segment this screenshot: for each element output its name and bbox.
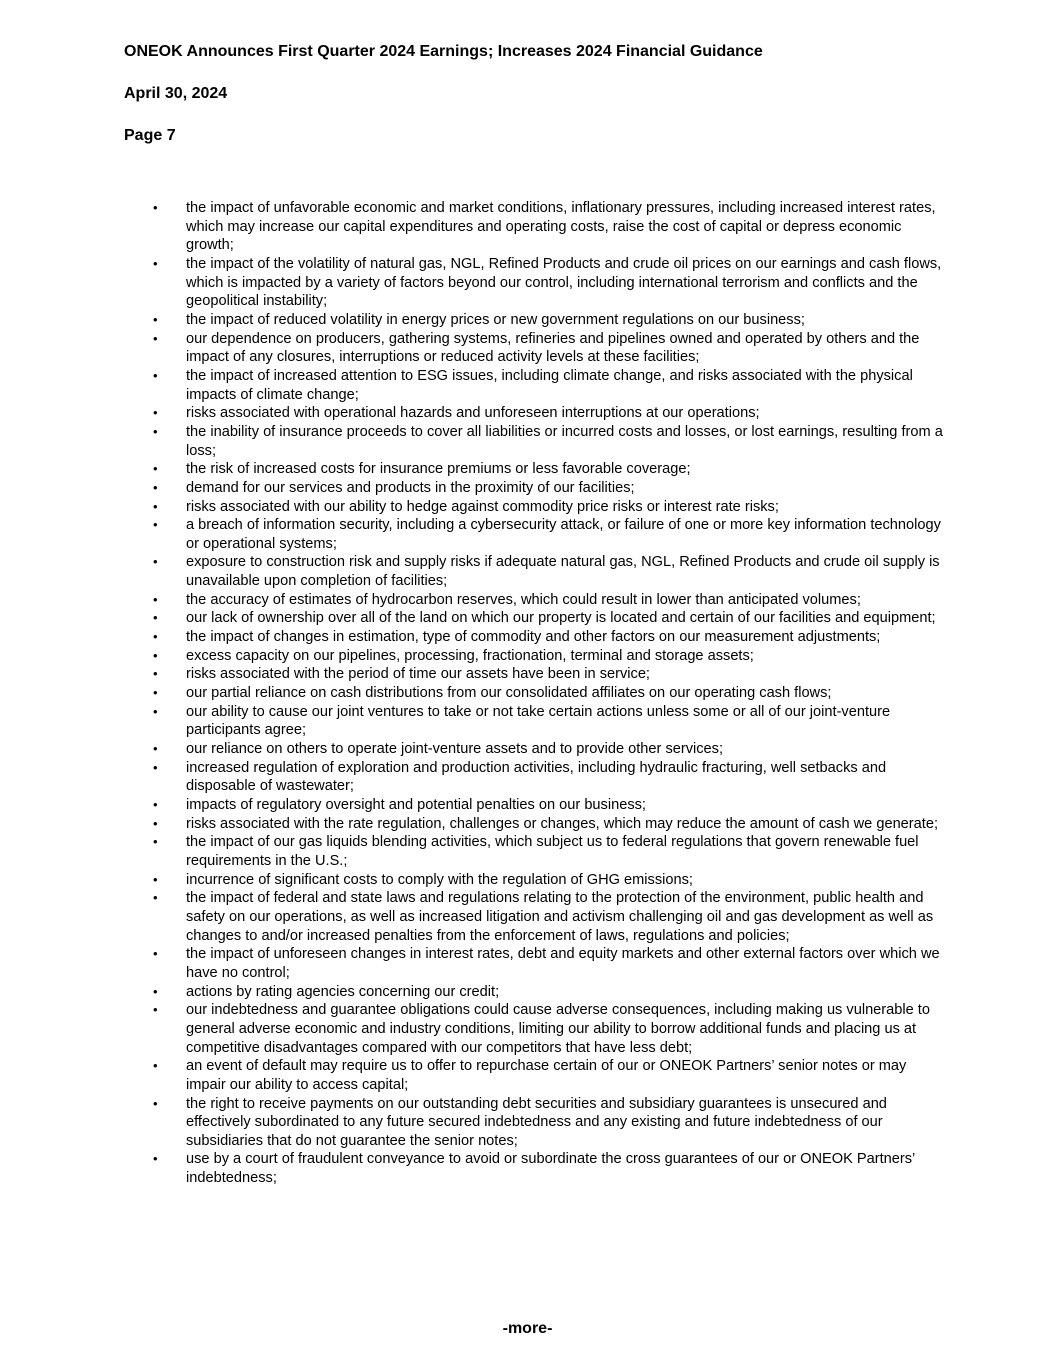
bullet-glyph: • <box>153 647 158 663</box>
bullet-glyph: • <box>153 255 158 271</box>
list-item <box>153 628 943 647</box>
list-item-text: our ability to cause our joint ventures to take or not take certain actions unless some or all of our joint-venture participants agree; <box>186 703 891 739</box>
list-item <box>153 1001 943 1057</box>
bullet-glyph: • <box>153 498 158 514</box>
bullet-glyph: • <box>153 1002 158 1018</box>
list-item <box>153 945 943 982</box>
list-item <box>153 330 943 367</box>
bullet-glyph: • <box>153 1058 158 1074</box>
bullet-glyph: • <box>153 405 158 421</box>
bullet-glyph: • <box>153 629 158 645</box>
list-item <box>153 404 943 423</box>
list-item <box>153 740 943 759</box>
list-item <box>153 647 943 666</box>
bullet-glyph: • <box>153 741 158 757</box>
bullet-glyph: • <box>153 703 158 719</box>
bullet-glyph: • <box>153 834 158 850</box>
list-item <box>153 553 943 590</box>
list-item-text: our reliance on others to operate joint-venture assets and to provide other services; <box>186 741 724 758</box>
list-item <box>153 983 943 1002</box>
list-item-text: impacts of regulatory oversight and potential penalties on our business; <box>186 797 646 813</box>
list-item-text: increased regulation of exploration and production activities, including hydraulic fracturing, well setbacks and disposable of wastewater; <box>186 759 887 795</box>
bullet-glyph: • <box>153 871 158 887</box>
list-item <box>153 199 943 255</box>
list-item <box>153 759 943 796</box>
bullet-glyph: • <box>153 461 158 477</box>
bullet-glyph: • <box>153 890 158 906</box>
list-item <box>153 871 943 890</box>
list-item-text: the impact of our gas liquids blending activities, which subject us to federal regulations that govern renewable fuel requirements in the U.S.; <box>186 834 919 869</box>
list-item-text: the impact of the volatility of natural gas, NGL, Refined Products and crude oil prices on our earnings and cash flows, which is impacted by a variety of factors beyond our control, including international terrorism and conflicts and the geopolitical instability; <box>186 255 942 310</box>
bullet-glyph: • <box>153 591 158 607</box>
bullet-glyph: • <box>153 367 158 383</box>
bullet-glyph: • <box>153 610 158 626</box>
list-item-text: actions by rating agencies concerning our credit; <box>186 983 500 1000</box>
list-item <box>153 684 943 703</box>
list-item-text: a breach of information security, including a cybersecurity attack, or failure of one or more key information technology or operational systems; <box>186 517 941 552</box>
list-item <box>153 498 943 517</box>
list-item <box>153 703 943 740</box>
bullet-glyph: • <box>153 200 158 215</box>
list-item <box>153 367 943 404</box>
list-item-text: our lack of ownership over all of the land on which our property is located and certain of our facilities and equipment; <box>186 610 936 627</box>
list-item <box>153 516 943 553</box>
list-item <box>153 591 943 610</box>
list-item <box>153 1095 943 1151</box>
list-item <box>153 665 943 684</box>
list-item-text: risks associated with our ability to hedge against commodity price risks or interest rate risks; <box>186 498 779 515</box>
list-item <box>153 423 943 460</box>
list-item <box>153 609 943 628</box>
bullet-glyph: • <box>153 423 158 439</box>
list-item-text: risks associated with the period of time our assets have been in service; <box>186 666 650 683</box>
list-item-text: demand for our services and products in the proximity of our facilities; <box>186 479 635 496</box>
bullet-glyph: • <box>153 311 158 327</box>
list-item <box>153 311 943 330</box>
list-item-text: the risk of increased costs for insurance premiums or less favorable coverage; <box>186 461 691 478</box>
bullet-glyph: • <box>153 1151 158 1167</box>
bullet-glyph: • <box>153 815 158 831</box>
bullet-glyph: • <box>153 1095 158 1111</box>
list-item-text: the impact of unforeseen changes in interest rates, debt and equity markets and other external factors over which we have no control; <box>186 946 940 981</box>
list-item <box>153 1150 943 1187</box>
bullet-glyph: • <box>153 554 158 570</box>
list-item-text: an event of default may require us to offer to repurchase certain of our or ONEOK Partners’ senior notes or may impair our ability to access capital; <box>186 1058 907 1093</box>
continuation-marker: -more- <box>502 1320 553 1337</box>
risk-factor-list <box>153 199 943 1188</box>
list-item-text: our partial reliance on cash distributions from our consolidated affiliates on our operating cash flows; <box>186 685 832 702</box>
list-item <box>153 833 943 870</box>
bullet-glyph: • <box>153 759 158 775</box>
list-item-text: the impact of federal and state laws and regulations relating to the protection of the environment, public health and safety on our operations, as well as increased litigation and activism challenging oil and gas development as well as changes to and/or increased penalties from the enforcement of laws, regulations and policies; <box>186 890 934 944</box>
bullet-glyph: • <box>153 685 158 701</box>
list-item-text: our indebtedness and guarantee obligations could cause adverse consequences, including making us vulnerable to general adverse economic and industry conditions, limiting our ability to borrow additional funds and placing us at competitive disadvantages compared with our competitors that have less debt; <box>186 1002 930 1056</box>
bullet-glyph: • <box>153 330 158 346</box>
list-item <box>153 889 943 945</box>
list-item-text: risks associated with operational hazards and unforeseen interruptions at our operations; <box>186 405 760 422</box>
page-number: Page 7 <box>124 127 176 144</box>
list-item <box>153 460 943 479</box>
list-item-text: incurrence of significant costs to comply with the regulation of GHG emissions; <box>186 871 693 888</box>
list-item <box>153 479 943 498</box>
list-item <box>153 255 943 311</box>
bullet-glyph: • <box>153 479 158 495</box>
list-item-text: the inability of insurance proceeds to cover all liabilities or incurred costs and losses, or lost earnings, resulting from a loss; <box>186 423 943 459</box>
list-item <box>153 1057 943 1094</box>
list-item-text: the right to receive payments on our outstanding debt securities and subsidiary guarantees is unsecured and effectively subordinated to any future secured indebtedness and any existing and future indebtedness of our subsidiaries that do not guarantee the senior notes; <box>186 1095 887 1149</box>
document-title: ONEOK Announces First Quarter 2024 Earnings; Increases 2024 Financial Guidance <box>124 43 763 60</box>
bullet-glyph: • <box>153 517 158 533</box>
list-item-text: the accuracy of estimates of hydrocarbon reserves, which could result in lower than anticipated volumes; <box>186 591 861 608</box>
bullet-glyph: • <box>153 946 158 962</box>
list-item-text: the impact of unfavorable economic and market conditions, inflationary pressures, including increased interest rates, which may increase our capital expenditures and operating costs, raise the cost of capital or depress economic growth; <box>186 200 936 254</box>
list-item-text: risks associated with the rate regulation, challenges or changes, which may reduce the amount of cash we generate; <box>186 815 938 832</box>
list-item <box>153 815 943 834</box>
bullet-glyph: • <box>153 666 158 682</box>
list-item-text: our dependence on producers, gathering systems, refineries and pipelines owned and operated by others and the impact of any closures, interruptions or reduced activity levels at these facilities; <box>186 330 920 366</box>
list-item-text: exposure to construction risk and supply risks if adequate natural gas, NGL, Refined Products and crude oil supply is unavailable upon completion of facilities; <box>186 554 940 590</box>
list-item-text: the impact of increased attention to ESG issues, including climate change, and risks associated with the physical impacts of climate change; <box>186 367 913 403</box>
list-item-text: use by a court of fraudulent conveyance to avoid or subordinate the cross guarantees of our or ONEOK Partners’ indebtedness; <box>186 1151 915 1187</box>
list-item-text: the impact of reduced volatility in energy prices or new government regulations on our business; <box>186 311 805 328</box>
list-item <box>153 796 943 815</box>
bullet-glyph: • <box>153 797 158 812</box>
list-item-text: excess capacity on our pipelines, processing, fractionation, terminal and storage assets; <box>186 647 754 664</box>
bullet-glyph: • <box>153 983 158 999</box>
list-item-text: the impact of changes in estimation, type of commodity and other factors on our measurement adjustments; <box>186 629 881 646</box>
document-date: April 30, 2024 <box>124 85 228 102</box>
